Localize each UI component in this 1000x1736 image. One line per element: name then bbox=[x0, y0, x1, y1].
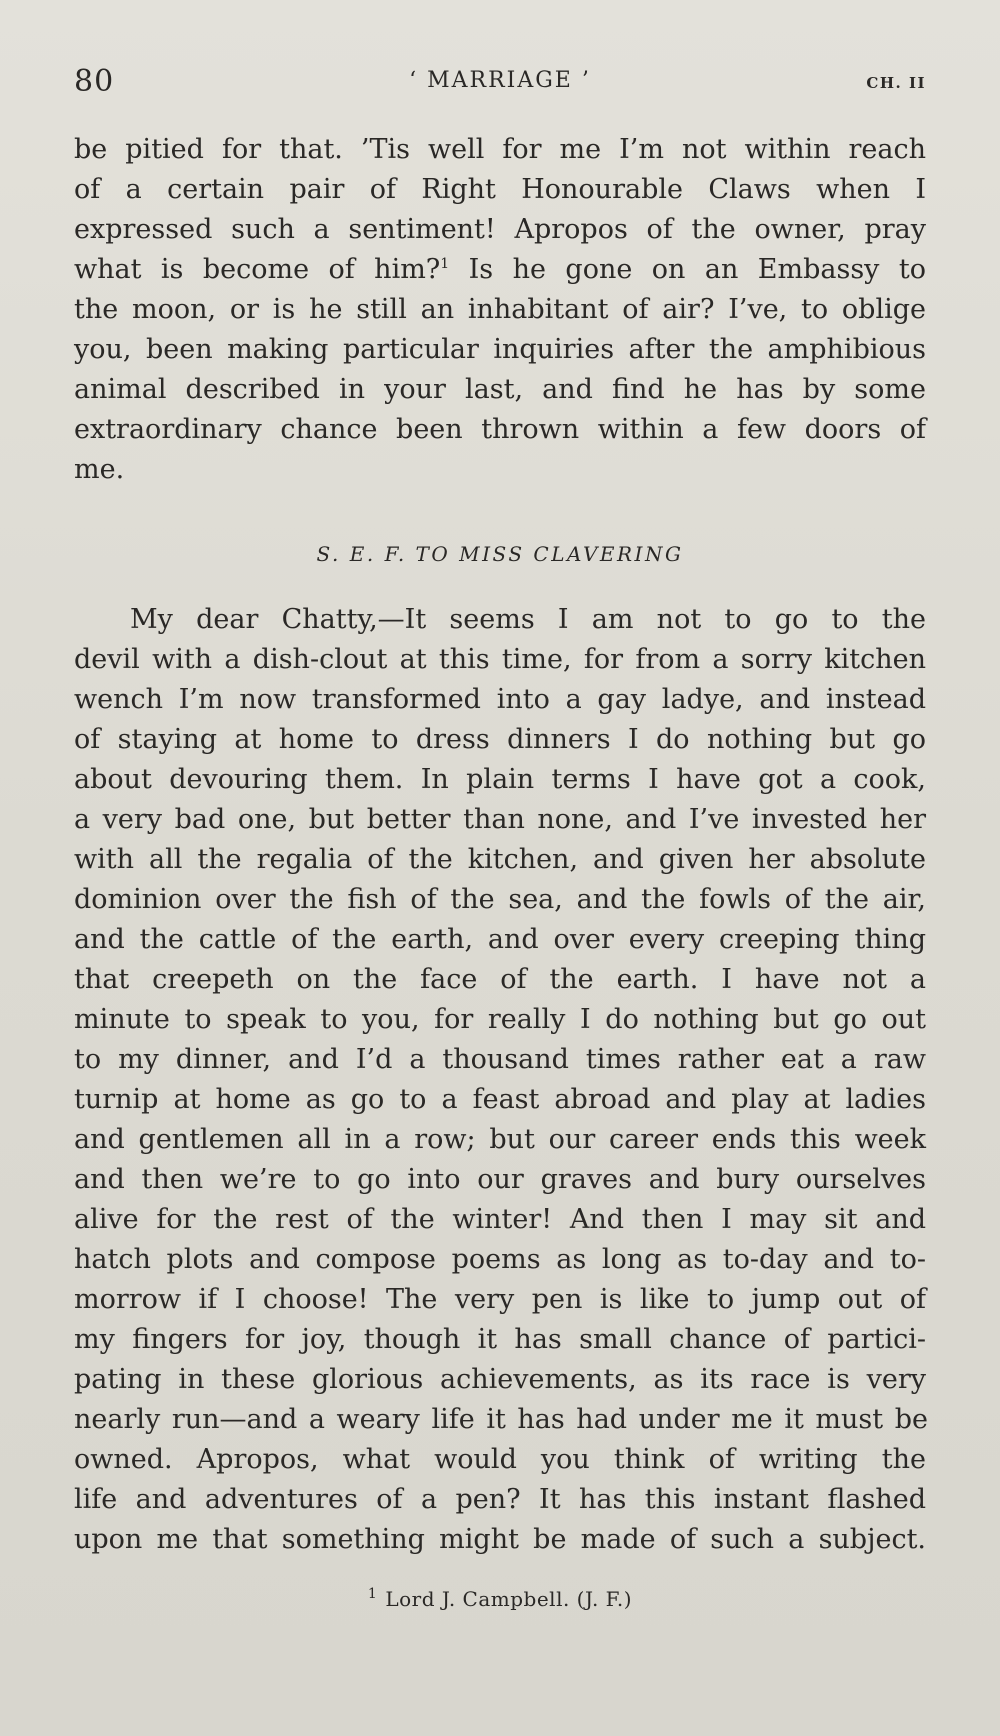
running-head bbox=[74, 64, 926, 104]
text-line: the moon, or is he still an inhabitant of air? I’ve, to oblige bbox=[74, 294, 926, 325]
text-line: alive for the rest of the winter! And then I may sit and bbox=[74, 1204, 926, 1235]
text-segment: what is become of him? bbox=[74, 254, 441, 285]
running-title: ‘ MARRIAGE ’ bbox=[409, 68, 591, 93]
text-line: nearly run—and a weary life it has had under me it must be bbox=[74, 1404, 928, 1435]
text-line: my fingers for joy, though it has small chance of partici- bbox=[74, 1324, 926, 1355]
text-line: of a certain pair of Right Honourable Claws when I bbox=[74, 174, 926, 205]
text-line: and the cattle of the earth, and over every creeping thing bbox=[74, 924, 926, 955]
text-line: you, been making particular inquiries after the amphibious bbox=[74, 334, 926, 365]
text-line: animal described in your last, and find he has by some bbox=[74, 374, 926, 405]
text-line: dominion over the fish of the sea, and the fowls of the air, bbox=[74, 884, 926, 915]
footnote-text: Lord J. Campbell. (J. F.) bbox=[385, 1587, 633, 1611]
text-line: hatch plots and compose poems as long as to-day and to- bbox=[74, 1244, 926, 1275]
text-line: extraordinary chance been thrown within a few doors of bbox=[74, 414, 926, 445]
text-line: about devouring them. In plain terms I have got a cook, bbox=[74, 764, 926, 795]
text-segment: Is he gone on an Embassy to bbox=[449, 254, 926, 285]
text-line: wench I’m now transformed into a gay ladye, and instead bbox=[74, 684, 926, 715]
text-line: and then we’re to go into our graves and bury ourselves bbox=[74, 1164, 926, 1195]
text-line: a very bad one, but better than none, and I’ve invested her bbox=[74, 804, 926, 835]
text-line: turnip at home as go to a feast abroad and play at ladies bbox=[74, 1084, 926, 1115]
chapter-marker: CH. II bbox=[866, 74, 926, 92]
text-line: with all the regalia of the kitchen, and given her absolute bbox=[74, 844, 926, 875]
text-line: expressed such a sentiment! Apropos of the owner, pray bbox=[74, 214, 926, 245]
text-line: be pitied for that. ’Tis well for me I’m not within reach bbox=[74, 134, 926, 165]
text-line: to my dinner, and I’d a thousand times rather eat a raw bbox=[74, 1044, 926, 1075]
letter-body bbox=[74, 600, 926, 1560]
text-line: morrow if I choose! The very pen is like to jump out of bbox=[74, 1284, 926, 1315]
footnote-reference: 1 bbox=[440, 256, 450, 272]
footnote-mark: 1 bbox=[367, 1586, 378, 1603]
text-line: me. bbox=[74, 454, 125, 485]
text-line: of staying at home to dress dinners I do nothing but go bbox=[74, 724, 926, 755]
text-line: owned. Apropos, what would you think of writing the bbox=[74, 1444, 926, 1475]
text-line-with-footnote bbox=[74, 250, 926, 290]
text-line: pating in these glorious achievements, as its race is very bbox=[74, 1364, 926, 1395]
paragraph-continued bbox=[74, 130, 926, 490]
text-line: upon me that something might be made of such a subject. bbox=[74, 1524, 926, 1555]
text-line: My dear Chatty,—It seems I am not to go to the bbox=[130, 604, 926, 635]
footnote bbox=[0, 1587, 1000, 1611]
text-line: minute to speak to you, for really I do nothing but go out bbox=[74, 1004, 926, 1035]
text-line: that creepeth on the face of the earth. I have not a bbox=[74, 964, 926, 995]
letter-heading: S. E. F. TO MISS CLAVERING bbox=[316, 542, 684, 566]
text-line: devil with a dish-clout at this time, for from a sorry kitchen bbox=[74, 644, 926, 675]
page-number: 80 bbox=[74, 64, 115, 99]
text-line: and gentlemen all in a row; but our career ends this week bbox=[74, 1124, 926, 1155]
text-line: life and adventures of a pen? It has this instant flashed bbox=[74, 1484, 926, 1515]
